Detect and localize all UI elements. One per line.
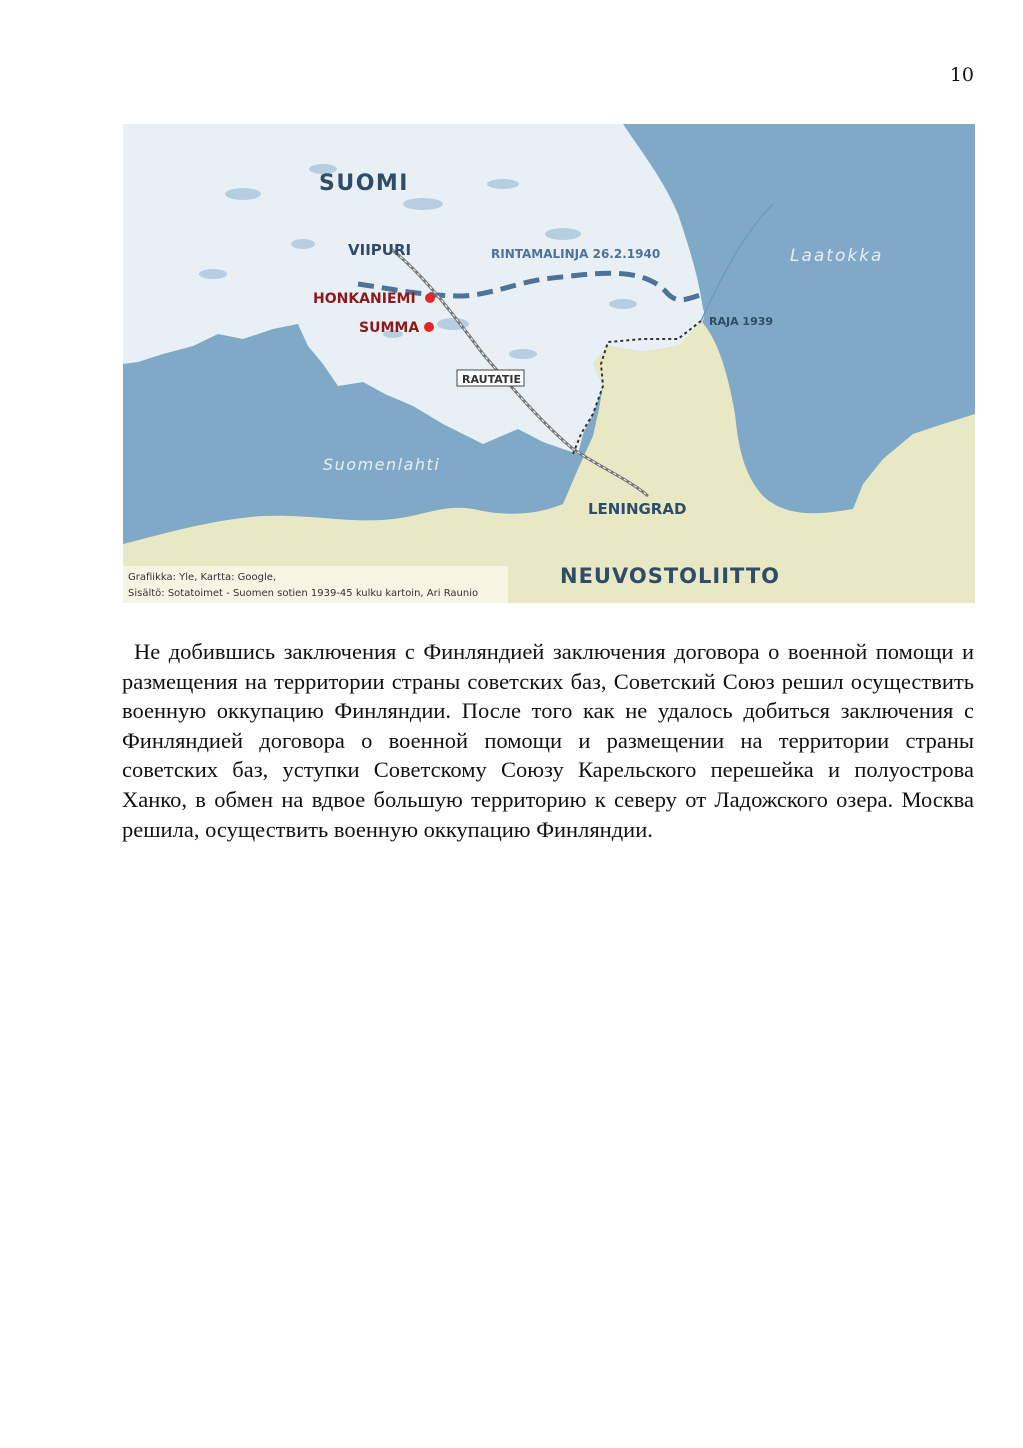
page-number: 10 [949,64,974,86]
label-summa: SUMMA [359,320,420,336]
summa-marker [424,322,434,332]
label-leningrad: LENINGRAD [588,500,687,518]
label-viipuri: VIIPURI [348,241,412,259]
honkaniemi-marker [425,293,435,303]
label-neuvostoliitto: NEUVOSTOLIITTO [560,564,781,588]
label-laatokka: Laatokka [790,246,884,266]
label-raja: RAJA 1939 [709,315,774,328]
map-credit [123,566,508,603]
rautatie-tag [457,370,524,386]
label-front-line: RINTAMALINJA 26.2.1940 [491,247,661,261]
label-suomi: SUOMI [319,171,409,196]
label-suomenlahti: Suomenlahti [323,455,441,474]
credit-line-2: Sisältö: Sotatoimet - Suomen sotien 1939-45 kulku kartoin, Ari Raunio [128,588,479,599]
label-honkaniemi: HONKANIEMI [313,291,416,307]
body-paragraph: Не добившись заключения с Финляндией заключения договора о военной помощи и размещения на территории страны советских баз, Советский Союз решил осуществить военную оккупацию Финляндии. После того как не удалось добиться заключения с Финляндией договора о военной помощи и размещении на территории страны советских баз, уступки Советскому Союзу Карельского перешейка и полуострова Ханко, в обмен на вдвое большую территорию к северу от Ладожского озера. Москва решила, осуществить военную оккупацию Финляндии. [122,639,974,842]
label-rautatie: RAUTATIE [462,373,521,386]
credit-line-1: Grafiikka: Yle, Kartta: Google, [128,572,277,583]
map-figure [123,124,975,603]
